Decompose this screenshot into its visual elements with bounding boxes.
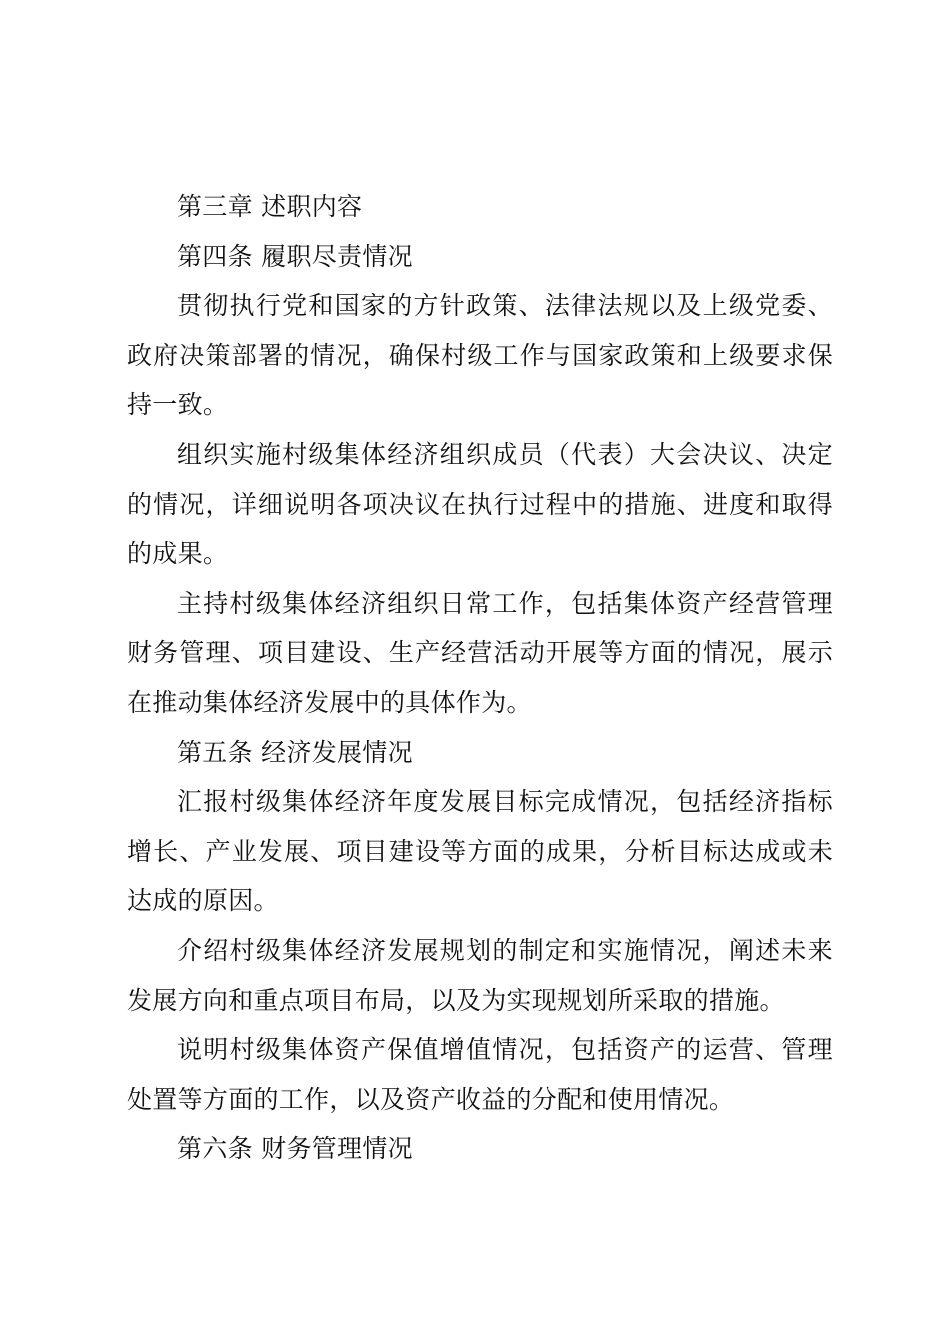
article-4-paragraph-3: 主持村级集体经济组织日常工作，包括集体资产经营管理财务管理、项目建设、生产经营活动开展等方面的情况，展示在推动集体经济发展中的具体作为。 xyxy=(127,588,833,717)
article-4-heading: 第四条 履职尽责情况 xyxy=(177,241,413,271)
article-6-heading: 第六条 财务管理情况 xyxy=(177,1134,413,1164)
article-4-paragraph-1: 贯彻执行党和国家的方针政策、法律法规以及上级党委、政府决策部署的情况，确保村级工作与国家政策和上级要求保持一致。 xyxy=(127,291,833,420)
article-4-paragraph-2: 组织实施村级集体经济组织成员（代表）大会决议、决定的情况，详细说明各项决议在执行过程中的措施、进度和取得的成果。 xyxy=(127,439,833,569)
document-body xyxy=(127,182,833,1174)
article-5-paragraph-3: 说明村级集体资产保值增值情况，包括资产的运营、管理处置等方面的工作，以及资产收益的分配和使用情况。 xyxy=(127,1035,833,1114)
article-5-paragraph-1: 汇报村级集体经济年度发展目标完成情况，包括经济指标增长、产业发展、项目建设等方面的成果，分析目标达成或未达成的原因。 xyxy=(127,787,833,916)
article-5-paragraph-2: 介绍村级集体经济发展规划的制定和实施情况，阐述未来发展方向和重点项目布局，以及为实现规划所采取的措施。 xyxy=(127,935,833,1015)
article-5-heading: 第五条 经济发展情况 xyxy=(177,737,413,767)
chapter-heading: 第三章 述职内容 xyxy=(177,192,363,221)
